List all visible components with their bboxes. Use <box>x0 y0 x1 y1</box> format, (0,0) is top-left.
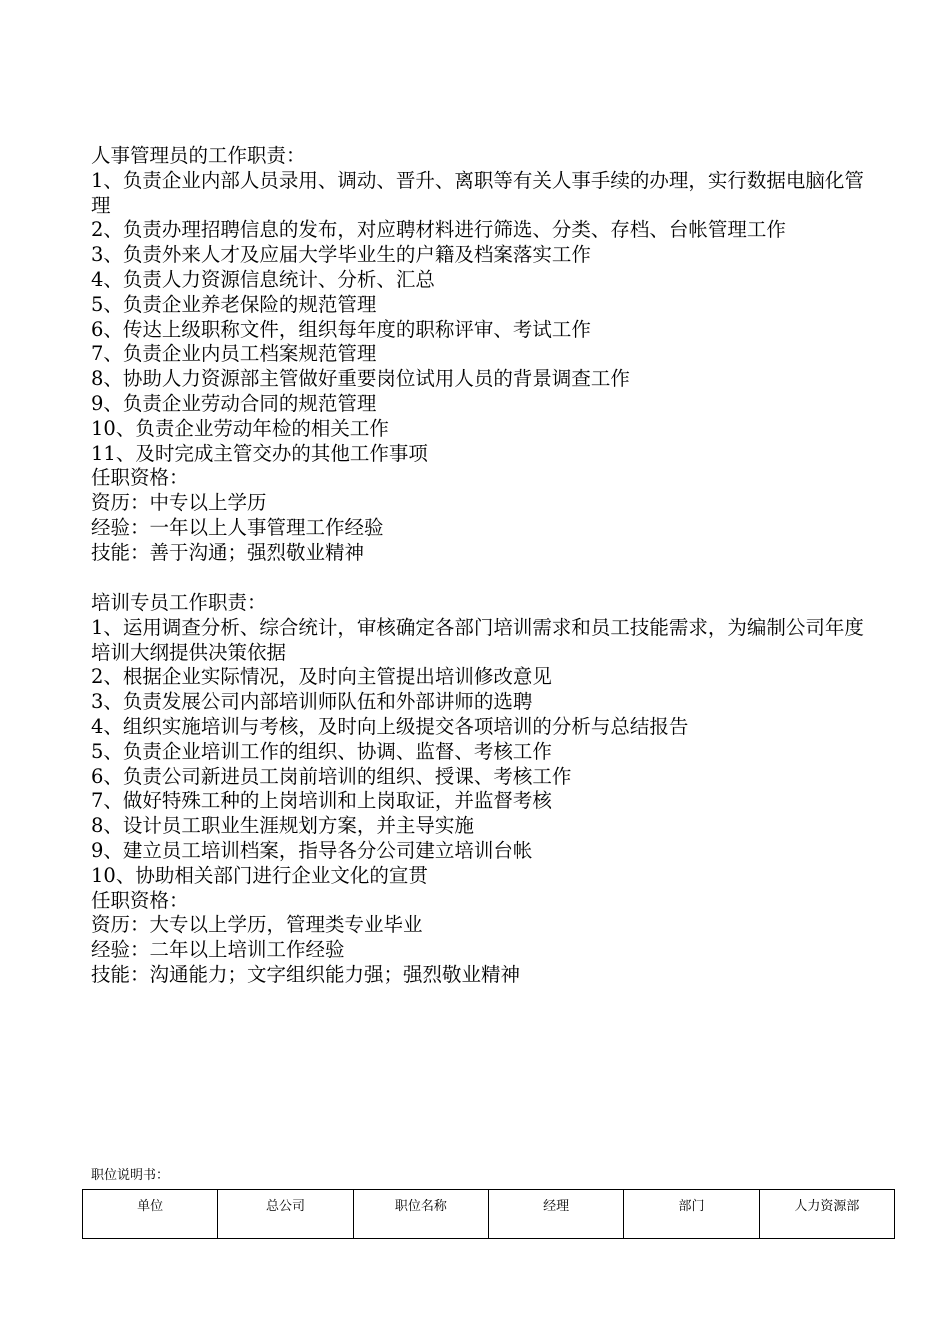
duty-item: 1、运用调查分析、综合统计，审核确定各部门培训需求和员工技能需求，为编制公司年度培训大纲提供决策依据 <box>91 615 864 664</box>
qualification-item: 经验：二年以上培训工作经验 <box>91 938 345 962</box>
duty-item: 8、协助人力资源部主管做好重要岗位试用人员的背景调查工作 <box>91 367 630 391</box>
duty-item: 3、负责外来人才及应届大学毕业生的户籍及档案落实工作 <box>91 243 591 267</box>
qualification-item: 资历：中专以上学历 <box>91 491 267 515</box>
duty-item: 7、做好特殊工种的上岗培训和上岗取证，并监督考核 <box>91 789 552 813</box>
position-description-caption: 职位说明书： <box>91 1168 170 1183</box>
duty-item: 5、负责企业养老保险的规范管理 <box>91 292 377 316</box>
table-cell: 职位名称 <box>353 1190 488 1239</box>
duty-item: 2、负责办理招聘信息的发布，对应聘材料进行筛选、分类、存档、台帐管理工作 <box>91 218 786 242</box>
table-cell: 经理 <box>488 1190 623 1239</box>
duty-item: 4、负责人力资源信息统计、分析、汇总 <box>91 267 435 291</box>
duty-item: 4、组织实施培训与考核，及时向上级提交各项培训的分析与总结报告 <box>91 714 689 738</box>
trainer-section <box>91 591 871 988</box>
table-cell: 部门 <box>624 1190 759 1239</box>
table-cell: 人力资源部 <box>759 1190 894 1239</box>
duty-item: 6、传达上级职称文件，组织每年度的职称评审、考试工作 <box>91 317 591 341</box>
qualification-item: 技能：善于沟通；强烈敬业精神 <box>91 540 365 564</box>
table-row <box>83 1190 895 1239</box>
duty-item: 10、负责企业劳动年检的相关工作 <box>91 416 389 440</box>
duty-item: 1、负责企业内部人员录用、调动、晋升、离职等有关人事手续的办理，实行数据电脑化管理 <box>91 168 864 217</box>
qualification-item: 技能：沟通能力；文字组织能力强；强烈敬业精神 <box>91 962 521 986</box>
duty-item: 9、建立员工培训档案，指导各分公司建立培训台帐 <box>91 838 533 862</box>
table-cell: 单位 <box>83 1190 218 1239</box>
qualifications-title: 任职资格： <box>91 466 189 490</box>
table-cell: 总公司 <box>218 1190 353 1239</box>
qualifications-title: 任职资格： <box>91 888 189 912</box>
duty-item: 5、负责企业培训工作的组织、协调、监督、考核工作 <box>91 739 552 763</box>
duty-item: 7、负责企业内员工档案规范管理 <box>91 342 377 366</box>
hr-admin-section <box>91 144 871 566</box>
position-description-table <box>82 1189 895 1239</box>
duty-item: 9、负责企业劳动合同的规范管理 <box>91 391 377 415</box>
qualification-item: 经验：一年以上人事管理工作经验 <box>91 515 384 539</box>
duty-item: 10、协助相关部门进行企业文化的宣贯 <box>91 863 428 887</box>
duty-item: 3、负责发展公司内部培训师队伍和外部讲师的选聘 <box>91 690 533 714</box>
qualification-item: 资历：大专以上学历，管理类专业毕业 <box>91 913 423 937</box>
section-title: 培训专员工作职责： <box>91 591 267 614</box>
duty-item: 11、及时完成主管交办的其他工作事项 <box>91 441 428 465</box>
duty-item: 8、设计员工职业生涯规划方案，并主导实施 <box>91 814 474 838</box>
duty-item: 6、负责公司新进员工岗前培训的组织、授课、考核工作 <box>91 764 572 788</box>
duty-item: 2、根据企业实际情况，及时向主管提出培训修改意见 <box>91 665 552 689</box>
section-title: 人事管理员的工作职责： <box>91 144 306 167</box>
